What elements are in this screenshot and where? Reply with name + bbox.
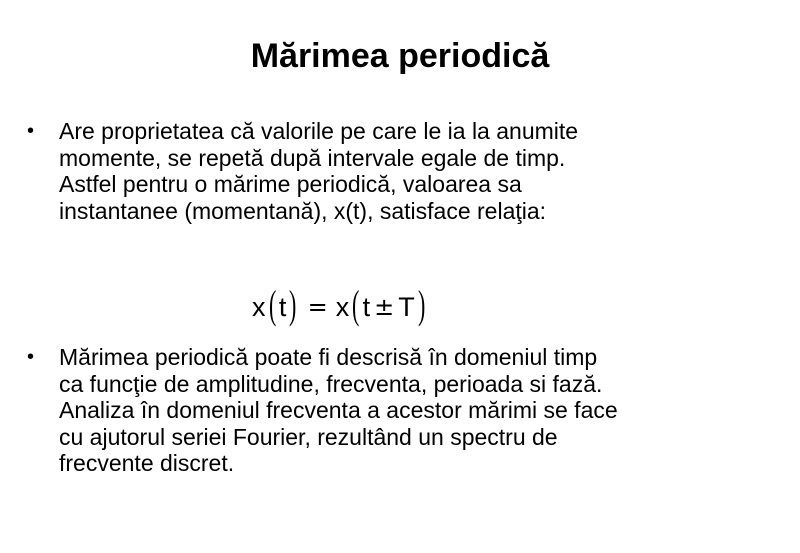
bullet-line: momente, se repetă după intervale egale de timp. [59,144,566,171]
formula-rhs-argument: t [362,291,371,322]
bullet-marker: • [27,346,35,368]
formula-open-paren: ( [352,282,360,327]
formula-lhs-function: x [252,291,266,322]
slide-title: Mărimea periodică [250,37,550,75]
bullet-marker: • [27,120,35,142]
bullet-line: Are proprietatea că valorile pe care le ia la anumite [59,118,579,144]
bullet-line: instantanee (momentană), x(t), satisface relaţia: [59,197,547,224]
bullet-line: Mărimea periodică poate fi descrisă în domeniul timp [59,344,598,370]
formula-period: T [398,291,415,322]
formula-close-paren: ) [289,282,297,327]
bullet-item-periodicity [27,118,767,224]
periodicity-formula [252,282,428,332]
formula-close-paren: ) [417,282,426,327]
formula-equals-sign: = [307,293,328,321]
formula-open-paren: ( [268,282,276,327]
bullet-text [59,118,767,224]
formula-rhs-function: x [335,291,350,322]
bullet-item-description [27,344,767,477]
bullet-line: Astfel pentru o mărime periodică, valoarea sa [59,171,522,197]
formula-plus-minus-sign: ± [374,293,395,321]
bullet-line: ca funcţie de amplitudine, frecventa, perioada si fază. [59,370,603,397]
bullet-text [59,344,767,477]
bullet-line: frecvente discret. [59,450,235,476]
bullet-line: Analiza în domeniul frecventa a acestor mărimi se face [59,397,618,423]
bullet-line: cu ajutorul seriei Fourier, rezultând un spectru de [59,423,558,450]
formula-lhs-argument: t [278,291,287,322]
